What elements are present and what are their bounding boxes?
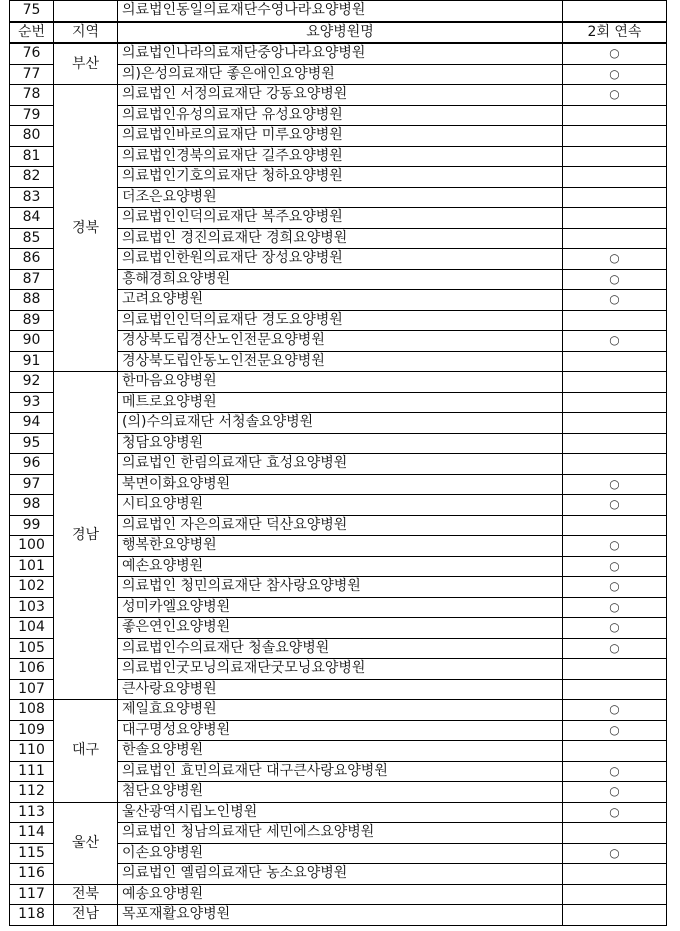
seq-cell: 92 xyxy=(10,372,54,393)
hospital-name-cell: 경상북도립안동노인전문요양병원 xyxy=(118,351,563,372)
seq-cell: 102 xyxy=(10,577,54,598)
region-cell: 울산 xyxy=(54,802,118,884)
consecutive-mark-cell xyxy=(563,105,667,126)
region-cell: 경북 xyxy=(54,85,118,372)
consecutive-mark-cell xyxy=(563,515,667,536)
hospital-name-cell: 의료법인 서정의료재단 강동요양병원 xyxy=(118,85,563,106)
seq-cell: 85 xyxy=(10,228,54,249)
hospital-name-cell: 고려요양병원 xyxy=(118,290,563,311)
seq-cell: 89 xyxy=(10,310,54,331)
hospital-name-cell: 제일효요양병원 xyxy=(118,700,563,721)
region-cell: 부산 xyxy=(54,43,118,85)
consecutive-mark-cell xyxy=(563,823,667,844)
seq-cell: 117 xyxy=(10,884,54,905)
seq-cell: 88 xyxy=(10,290,54,311)
hospital-name-cell: 시티요양병원 xyxy=(118,495,563,516)
seq-cell: 99 xyxy=(10,515,54,536)
consecutive-mark-cell: ○ xyxy=(563,85,667,106)
header-region: 지역 xyxy=(54,22,118,44)
hospital-name-cell: 의)은성의료재단 좋은애인요양병원 xyxy=(118,64,563,85)
seq-cell: 107 xyxy=(10,679,54,700)
table-row xyxy=(10,1,667,22)
hospital-name-cell: 의료법인 청남의료재단 세민에스요양병원 xyxy=(118,823,563,844)
hospital-name-cell: 의료법인 청민의료재단 참사랑요양병원 xyxy=(118,577,563,598)
table-row xyxy=(10,802,667,823)
hospital-name-cell: 의료법인 경진의료재단 경희요양병원 xyxy=(118,228,563,249)
header-consecutive: 2회 연속 xyxy=(563,22,667,44)
consecutive-mark-cell xyxy=(563,310,667,331)
seq-cell: 98 xyxy=(10,495,54,516)
hospital-name-cell: 의료법인기호의료재단 청하요양병원 xyxy=(118,167,563,188)
consecutive-mark-cell xyxy=(563,905,667,926)
consecutive-mark-cell: ○ xyxy=(563,536,667,557)
seq-cell: 115 xyxy=(10,843,54,864)
seq-cell: 75 xyxy=(10,1,54,22)
consecutive-mark-cell xyxy=(563,187,667,208)
seq-cell: 86 xyxy=(10,249,54,270)
consecutive-mark-cell xyxy=(563,659,667,680)
hospital-name-cell: 청담요양병원 xyxy=(118,433,563,454)
consecutive-mark-cell xyxy=(563,864,667,885)
hospital-name-cell: 의료법인 효민의료재단 대구큰사랑요양병원 xyxy=(118,761,563,782)
seq-cell: 83 xyxy=(10,187,54,208)
hospital-name-cell: 이손요양병원 xyxy=(118,843,563,864)
seq-cell: 79 xyxy=(10,105,54,126)
seq-cell: 111 xyxy=(10,761,54,782)
consecutive-mark-cell xyxy=(563,392,667,413)
hospital-name-cell: 목포재활요양병원 xyxy=(118,905,563,926)
seq-cell: 78 xyxy=(10,85,54,106)
hospital-name-cell: 의료법인 옐림의료재단 농소요양병원 xyxy=(118,864,563,885)
consecutive-mark-cell xyxy=(563,167,667,188)
region-cell: 전북 xyxy=(54,884,118,905)
consecutive-mark-cell xyxy=(563,208,667,229)
seq-cell: 95 xyxy=(10,433,54,454)
hospital-list-document xyxy=(9,0,666,926)
seq-cell: 113 xyxy=(10,802,54,823)
consecutive-mark-cell: ○ xyxy=(563,249,667,270)
hospital-name-cell: 의료법인 자은의료재단 덕산요양병원 xyxy=(118,515,563,536)
table-row xyxy=(10,85,667,106)
consecutive-mark-cell xyxy=(563,1,667,22)
hospital-name-cell: 의료법인 한림의료재단 효성요양병원 xyxy=(118,454,563,475)
consecutive-mark-cell xyxy=(563,228,667,249)
header-seq: 순번 xyxy=(10,22,54,44)
consecutive-mark-cell xyxy=(563,454,667,475)
region-cell: 경남 xyxy=(54,372,118,700)
consecutive-mark-cell: ○ xyxy=(563,843,667,864)
hospital-name-cell: 의료법인한원의료재단 장성요양병원 xyxy=(118,249,563,270)
hospital-name-cell: 메트로요양병원 xyxy=(118,392,563,413)
seq-cell: 84 xyxy=(10,208,54,229)
consecutive-mark-cell: ○ xyxy=(563,495,667,516)
consecutive-mark-cell: ○ xyxy=(563,638,667,659)
consecutive-mark-cell: ○ xyxy=(563,782,667,803)
hospital-name-cell: 의료법인인덕의료재단 복주요양병원 xyxy=(118,208,563,229)
hospital-name-cell: 예손요양병원 xyxy=(118,556,563,577)
table-header-row xyxy=(10,22,667,44)
hospital-name-cell: 성미카엘요양병원 xyxy=(118,597,563,618)
consecutive-mark-cell: ○ xyxy=(563,618,667,639)
seq-cell: 80 xyxy=(10,126,54,147)
seq-cell: 100 xyxy=(10,536,54,557)
seq-cell: 93 xyxy=(10,392,54,413)
consecutive-mark-cell: ○ xyxy=(563,474,667,495)
consecutive-mark-cell xyxy=(563,126,667,147)
seq-cell: 81 xyxy=(10,146,54,167)
seq-cell: 116 xyxy=(10,864,54,885)
hospital-name-cell: 더조은요양병원 xyxy=(118,187,563,208)
consecutive-mark-cell: ○ xyxy=(563,269,667,290)
region-cell: 전남 xyxy=(54,905,118,926)
consecutive-mark-cell: ○ xyxy=(563,577,667,598)
consecutive-mark-cell: ○ xyxy=(563,720,667,741)
table-row xyxy=(10,884,667,905)
hospital-name-cell: 의료법인바로의료재단 미루요양병원 xyxy=(118,126,563,147)
seq-cell: 101 xyxy=(10,556,54,577)
hospital-name-cell: 북면이화요양병원 xyxy=(118,474,563,495)
seq-cell: 109 xyxy=(10,720,54,741)
seq-cell: 106 xyxy=(10,659,54,680)
seq-cell: 118 xyxy=(10,905,54,926)
seq-cell: 76 xyxy=(10,43,54,64)
consecutive-mark-cell: ○ xyxy=(563,556,667,577)
consecutive-mark-cell xyxy=(563,146,667,167)
table-row xyxy=(10,372,667,393)
hospital-name-cell: 의료법인유성의료재단 유성요양병원 xyxy=(118,105,563,126)
hospital-name-cell: 의료법인나라의료재단중앙나라요양병원 xyxy=(118,43,563,64)
consecutive-mark-cell xyxy=(563,413,667,434)
hospital-name-cell: 큰사랑요양병원 xyxy=(118,679,563,700)
consecutive-mark-cell: ○ xyxy=(563,64,667,85)
consecutive-mark-cell xyxy=(563,372,667,393)
seq-cell: 114 xyxy=(10,823,54,844)
seq-cell: 105 xyxy=(10,638,54,659)
seq-cell: 110 xyxy=(10,741,54,762)
seq-cell: 108 xyxy=(10,700,54,721)
hospital-name-cell: 경상북도립경산노인전문요양병원 xyxy=(118,331,563,352)
consecutive-mark-cell: ○ xyxy=(563,802,667,823)
consecutive-mark-cell xyxy=(563,433,667,454)
seq-cell: 103 xyxy=(10,597,54,618)
consecutive-mark-cell xyxy=(563,884,667,905)
hospital-name-cell: 의료법인인덕의료재단 경도요양병원 xyxy=(118,310,563,331)
seq-cell: 112 xyxy=(10,782,54,803)
region-cell xyxy=(54,1,118,22)
seq-cell: 104 xyxy=(10,618,54,639)
consecutive-mark-cell: ○ xyxy=(563,331,667,352)
hospital-name-cell: 좋은연인요양병원 xyxy=(118,618,563,639)
consecutive-mark-cell: ○ xyxy=(563,597,667,618)
seq-cell: 94 xyxy=(10,413,54,434)
hospital-name-cell: 예송요양병원 xyxy=(118,884,563,905)
consecutive-mark-cell: ○ xyxy=(563,761,667,782)
hospital-name-cell: 대구명성요양병원 xyxy=(118,720,563,741)
seq-cell: 91 xyxy=(10,351,54,372)
table-row xyxy=(10,43,667,64)
table-body xyxy=(10,1,667,926)
hospital-name-cell: 의료법인동일의료재단수영나라요양병원 xyxy=(118,1,563,22)
hospital-table xyxy=(9,0,667,926)
hospital-name-cell: 의료법인경북의료재단 길주요양병원 xyxy=(118,146,563,167)
consecutive-mark-cell xyxy=(563,741,667,762)
seq-cell: 97 xyxy=(10,474,54,495)
hospital-name-cell: 한솔요양병원 xyxy=(118,741,563,762)
header-name: 요양병원명 xyxy=(118,22,563,44)
hospital-name-cell: 의료법인수의료재단 청솔요양병원 xyxy=(118,638,563,659)
hospital-name-cell: 행복한요양병원 xyxy=(118,536,563,557)
consecutive-mark-cell: ○ xyxy=(563,290,667,311)
hospital-name-cell: 흥해경희요양병원 xyxy=(118,269,563,290)
region-cell: 대구 xyxy=(54,700,118,803)
hospital-name-cell: 한마음요양병원 xyxy=(118,372,563,393)
seq-cell: 90 xyxy=(10,331,54,352)
consecutive-mark-cell: ○ xyxy=(563,700,667,721)
consecutive-mark-cell xyxy=(563,679,667,700)
table-row xyxy=(10,905,667,926)
table-row xyxy=(10,700,667,721)
hospital-name-cell: 울산광역시립노인병원 xyxy=(118,802,563,823)
consecutive-mark-cell xyxy=(563,351,667,372)
hospital-name-cell: 첨단요양병원 xyxy=(118,782,563,803)
consecutive-mark-cell: ○ xyxy=(563,43,667,64)
seq-cell: 96 xyxy=(10,454,54,475)
seq-cell: 87 xyxy=(10,269,54,290)
seq-cell: 82 xyxy=(10,167,54,188)
hospital-name-cell: 의료법인굿모닝의료재단굿모닝요양병원 xyxy=(118,659,563,680)
seq-cell: 77 xyxy=(10,64,54,85)
hospital-name-cell: (의)수의료재단 서청솔요양병원 xyxy=(118,413,563,434)
